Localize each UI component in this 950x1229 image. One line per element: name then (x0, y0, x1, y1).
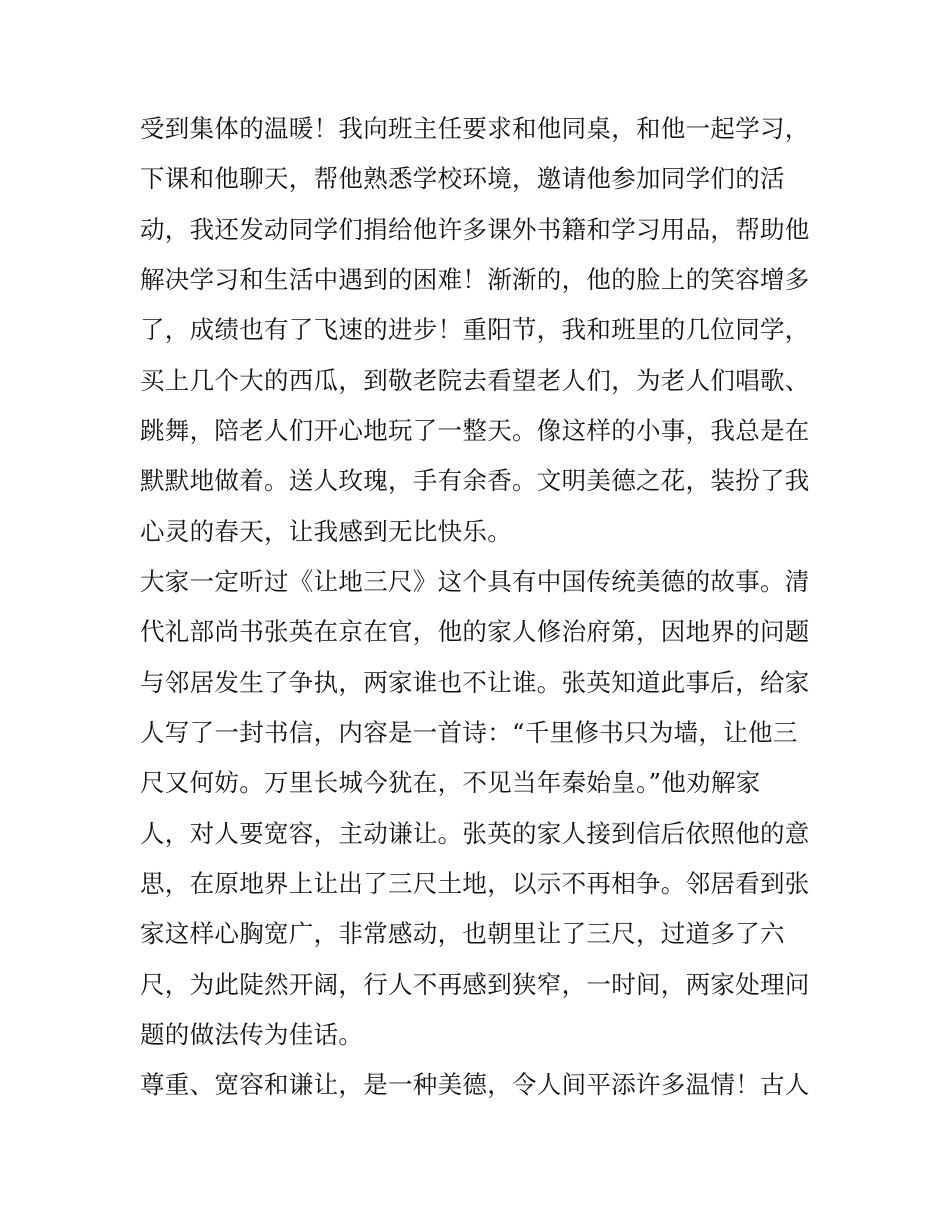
text-line: 人，对人要宽容，主动谦让。张英的家人接到信后依照他的意 (140, 819, 810, 848)
text-line: 心灵的春天，让我感到无比快乐。 (140, 517, 512, 546)
text-line: 题的做法传为佳话。 (140, 1020, 364, 1049)
text-line: 思，在原地界上让出了三尺土地，以示不再相争。邻居看到张 (140, 869, 810, 898)
text-line: 解决学习和生活中遇到的困难！渐渐的，他的脸上的笑容增多 (140, 265, 810, 294)
text-line: 尺又何妨。万里长城今犹在，不见当年秦始皇。”他劝解家 (140, 768, 761, 797)
text-line: 尺，为此陡然开阔，行人不再感到狭窄，一时间，两家处理问 (140, 970, 810, 999)
text-line: 了，成绩也有了飞速的进步！重阳节，我和班里的几位同学， (140, 315, 810, 344)
text-line: 默默地做着。送人玫瑰，手有余香。文明美德之花，装扮了我 (140, 466, 810, 495)
text-line: 家这样心胸宽广，非常感动，也朝里让了三尺，过道多了六 (140, 919, 785, 948)
text-line: 大家一定听过《让地三尺》这个具有中国传统美德的故事。清 (140, 567, 810, 596)
text-line: 跳舞，陪老人们开心地玩了一整天。像这样的小事，我总是在 (140, 416, 810, 445)
text-line: 人写了一封书信，内容是一首诗：“千里修书只为墙，让他三 (140, 718, 798, 747)
text-line: 与邻居发生了争执，两家谁也不让谁。张英知道此事后，给家 (140, 668, 810, 697)
text-line: 受到集体的温暖！我向班主任要求和他同桌，和他一起学习， (140, 114, 810, 143)
text-line: 代礼部尚书张英在京在官，他的家人修治府第，因地界的问题 (140, 617, 810, 646)
text-line: 尊重、宽容和谦让，是一种美德，令人间平添许多温情！古人 (140, 1070, 810, 1099)
text-line: 下课和他聊天，帮他熟悉学校环境，邀请他参加同学们的活 (140, 164, 785, 193)
text-line: 动，我还发动同学们捐给他许多课外书籍和学习用品，帮助他 (140, 215, 810, 244)
text-line: 买上几个大的西瓜，到敬老院去看望老人们，为老人们唱歌、 (140, 366, 810, 395)
